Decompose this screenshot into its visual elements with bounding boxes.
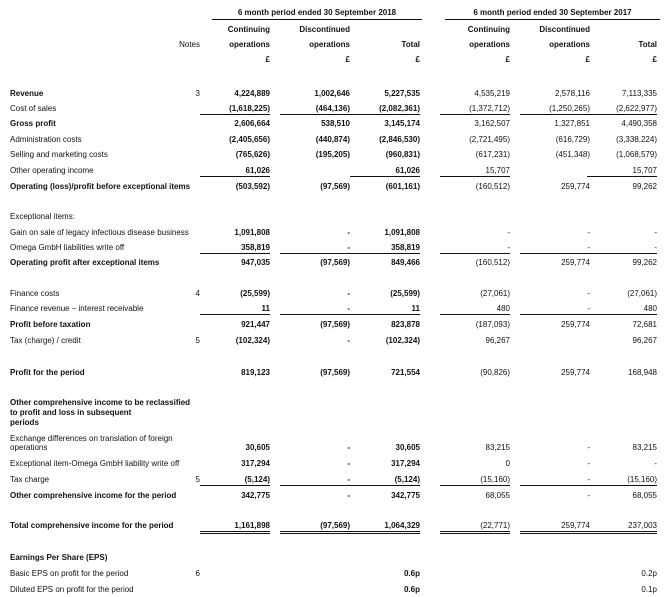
- value-cell: 1,064,329: [350, 521, 420, 534]
- value-cell: 83,215: [485, 443, 510, 452]
- value-cell: 96,267: [485, 336, 510, 345]
- value-cell: (90,826): [480, 368, 510, 377]
- value-cell: 1,327,851: [554, 119, 590, 128]
- value-cell: (601,161): [385, 182, 420, 191]
- value-cell: -: [587, 228, 590, 237]
- value-cell: -: [280, 475, 350, 486]
- value-cell: (97,569): [320, 320, 350, 329]
- currency-unit: £: [265, 55, 270, 64]
- value-cell: -: [654, 459, 657, 468]
- note-ref: 5: [195, 475, 200, 484]
- row-label: Other operating income: [10, 166, 94, 175]
- value-cell: 1,091,808: [234, 228, 270, 237]
- row-label: Operating (loss)/profit before exceptional items: [10, 182, 191, 191]
- currency-unit: £: [505, 55, 510, 64]
- value-cell: 68,055: [632, 491, 657, 500]
- value-cell: (102,324): [235, 336, 270, 345]
- value-cell: 259,774: [561, 182, 590, 191]
- value-cell: (2,405,656): [229, 135, 270, 144]
- row-label: Cost of sales: [10, 104, 57, 113]
- value-cell: (22,771): [440, 521, 510, 534]
- value-cell: -: [520, 475, 590, 486]
- value-cell: 83,215: [632, 443, 657, 452]
- value-cell: (1,068,579): [616, 150, 657, 159]
- value-cell: 168,948: [628, 368, 657, 377]
- value-cell: 480: [587, 304, 657, 315]
- value-cell: (187,093): [475, 320, 510, 329]
- value-cell: (1,250,265): [520, 104, 590, 115]
- note-ref: 5: [195, 336, 200, 345]
- value-cell: 2,606,664: [234, 119, 270, 128]
- row-label: Diluted EPS on profit for the period: [10, 585, 134, 594]
- value-cell: (3,338,224): [616, 135, 657, 144]
- value-cell: (160,512): [475, 258, 510, 267]
- value-cell: (15,160): [440, 475, 510, 486]
- value-cell: -: [347, 289, 350, 298]
- value-cell: 0.2p: [641, 569, 657, 578]
- col-heading-line2: operations: [229, 40, 270, 49]
- row-label: Selling and marketing costs: [10, 150, 108, 159]
- value-cell: 259,774: [561, 258, 590, 267]
- value-cell: 358,819: [350, 243, 420, 254]
- value-cell: -: [520, 304, 590, 315]
- row-label: Tax charge: [10, 475, 50, 484]
- value-cell: -: [587, 443, 590, 452]
- col-heading-line1: Discontinued: [539, 25, 590, 34]
- value-cell: 721,554: [391, 368, 420, 377]
- value-cell: 96,267: [632, 336, 657, 345]
- note-ref: 6: [195, 569, 200, 578]
- col-heading-line2: Total: [638, 40, 657, 49]
- value-cell: 11: [350, 304, 420, 315]
- value-cell: (464,136): [280, 104, 350, 115]
- value-cell: 342,775: [241, 491, 270, 500]
- value-cell: 0.6p: [403, 569, 420, 578]
- value-cell: 15,707: [587, 166, 657, 177]
- value-cell: -: [587, 289, 590, 298]
- value-cell: (27,061): [627, 289, 657, 298]
- value-cell: 68,055: [485, 491, 510, 500]
- col-heading-line2: operations: [309, 40, 350, 49]
- value-cell: 947,035: [241, 258, 270, 267]
- row-label: periods: [10, 418, 39, 427]
- value-cell: 921,447: [241, 320, 270, 329]
- value-cell: -: [347, 443, 350, 452]
- value-cell: 480: [440, 304, 510, 315]
- value-cell: 11: [200, 304, 270, 315]
- notes-heading: Notes: [179, 40, 200, 49]
- row-label: Earnings Per Share (EPS): [10, 553, 108, 562]
- value-cell: -: [507, 228, 510, 237]
- value-cell: 3,145,174: [384, 119, 420, 128]
- col-heading-line2: operations: [549, 40, 590, 49]
- value-cell: 259,774: [520, 521, 590, 534]
- value-cell: 3,162,507: [474, 119, 510, 128]
- value-cell: 1,091,808: [384, 228, 420, 237]
- value-cell: 61,026: [350, 166, 420, 177]
- value-cell: 538,510: [321, 119, 350, 128]
- value-cell: 0: [505, 459, 510, 468]
- row-label: Operating profit after exceptional items: [10, 258, 160, 267]
- currency-unit: £: [345, 55, 350, 64]
- value-cell: -: [280, 304, 350, 315]
- row-label: operations: [10, 443, 48, 452]
- row-label: Other comprehensive income to be reclassified: [10, 398, 191, 407]
- currency-unit: £: [415, 55, 420, 64]
- value-cell: (195,205): [315, 150, 350, 159]
- value-cell: 0.1p: [641, 585, 657, 594]
- value-cell: (2,622,977): [587, 104, 657, 115]
- value-cell: 5,227,535: [384, 89, 420, 98]
- heading-rule: [445, 19, 660, 20]
- value-cell: 72,681: [632, 320, 657, 329]
- value-cell: (25,599): [240, 289, 270, 298]
- value-cell: -: [280, 243, 350, 254]
- value-cell: -: [347, 459, 350, 468]
- row-label: Omega GmbH liabilities write off: [10, 243, 125, 252]
- value-cell: 819,123: [241, 368, 270, 377]
- value-cell: 1,002,646: [314, 89, 350, 98]
- row-label: Tax (charge) / credit: [10, 336, 81, 345]
- note-ref: 3: [195, 89, 200, 98]
- value-cell: (97,569): [280, 521, 350, 534]
- row-label: Other comprehensive income for the period: [10, 491, 177, 500]
- col-heading-line1: Discontinued: [299, 25, 350, 34]
- value-cell: (97,569): [320, 368, 350, 377]
- value-cell: -: [347, 336, 350, 345]
- row-label: Revenue: [10, 89, 44, 98]
- col-heading-line1: Continuing: [467, 25, 510, 34]
- row-label: Basic EPS on profit for the period: [10, 569, 129, 578]
- value-cell: (1,618,225): [200, 104, 270, 115]
- value-cell: (1,372,712): [440, 104, 510, 115]
- value-cell: 259,774: [561, 320, 590, 329]
- value-cell: (2,082,361): [350, 104, 420, 115]
- value-cell: -: [654, 228, 657, 237]
- row-label: Gain on sale of legacy infectious disease business: [10, 228, 189, 237]
- row-label: Profit for the period: [10, 368, 85, 377]
- value-cell: (5,124): [200, 475, 270, 486]
- value-cell: -: [587, 459, 590, 468]
- value-cell: (765,626): [235, 150, 270, 159]
- value-cell: 1,161,898: [200, 521, 270, 534]
- value-cell: 237,003: [587, 521, 657, 534]
- value-cell: -: [587, 491, 590, 500]
- value-cell: (440,874): [315, 135, 350, 144]
- col-heading-line2: Total: [401, 40, 420, 49]
- col-heading-line1: Continuing: [227, 25, 270, 34]
- value-cell: 358,819: [200, 243, 270, 254]
- value-cell: (617,231): [475, 150, 510, 159]
- value-cell: 849,466: [391, 258, 420, 267]
- value-cell: (15,160): [587, 475, 657, 486]
- value-cell: 342,775: [391, 491, 420, 500]
- row-label: Exceptional item-Omega GmbH liability write off: [10, 459, 180, 468]
- value-cell: 0.6p: [403, 585, 420, 594]
- value-cell: 2,578,116: [555, 89, 590, 98]
- value-cell: 15,707: [440, 166, 510, 177]
- value-cell: (2,721,495): [469, 135, 510, 144]
- value-cell: 61,026: [200, 166, 270, 177]
- currency-unit: £: [585, 55, 590, 64]
- value-cell: 259,774: [561, 368, 590, 377]
- value-cell: (97,569): [320, 258, 350, 267]
- value-cell: (5,124): [350, 475, 420, 486]
- value-cell: (27,061): [480, 289, 510, 298]
- value-cell: -: [347, 491, 350, 500]
- value-cell: 99,262: [632, 258, 657, 267]
- value-cell: 30,605: [395, 443, 420, 452]
- row-label: to profit and loss in subsequent: [10, 408, 132, 417]
- value-cell: (503,592): [235, 182, 270, 191]
- value-cell: (451,348): [555, 150, 590, 159]
- value-cell: (25,599): [390, 289, 420, 298]
- value-cell: 7,113,335: [622, 89, 657, 98]
- value-cell: (960,831): [385, 150, 420, 159]
- value-cell: -: [440, 243, 510, 254]
- value-cell: -: [347, 228, 350, 237]
- row-label: Exceptional items:: [10, 212, 75, 221]
- value-cell: -: [520, 243, 590, 254]
- period-2017-heading: 6 month period ended 30 September 2017: [473, 8, 632, 17]
- value-cell: 30,605: [245, 443, 270, 452]
- value-cell: 4,224,889: [234, 89, 270, 98]
- row-label: Gross profit: [10, 119, 56, 128]
- value-cell: (2,846,530): [379, 135, 420, 144]
- heading-rule: [212, 19, 422, 20]
- value-cell: (102,324): [385, 336, 420, 345]
- value-cell: (97,569): [320, 182, 350, 191]
- value-cell: 4,490,358: [621, 119, 657, 128]
- value-cell: (616,729): [555, 135, 590, 144]
- value-cell: 823,878: [391, 320, 420, 329]
- col-heading-line2: operations: [469, 40, 510, 49]
- value-cell: -: [587, 243, 657, 254]
- value-cell: 4,535,219: [474, 89, 510, 98]
- row-label: Profit before taxation: [10, 320, 91, 329]
- row-label: Exchange differences on translation of foreign: [10, 434, 173, 443]
- row-label: Total comprehensive income for the period: [10, 521, 174, 530]
- note-ref: 4: [195, 289, 200, 298]
- value-cell: 317,294: [241, 459, 270, 468]
- period-2018-heading: 6 month period ended 30 September 2018: [237, 8, 397, 17]
- currency-unit: £: [652, 55, 657, 64]
- value-cell: 317,294: [391, 459, 420, 468]
- value-cell: 99,262: [632, 182, 657, 191]
- value-cell: (160,512): [475, 182, 510, 191]
- row-label: Administration costs: [10, 135, 82, 144]
- row-label: Finance costs: [10, 289, 60, 298]
- row-label: Finance revenue – interest receivable: [10, 304, 144, 313]
